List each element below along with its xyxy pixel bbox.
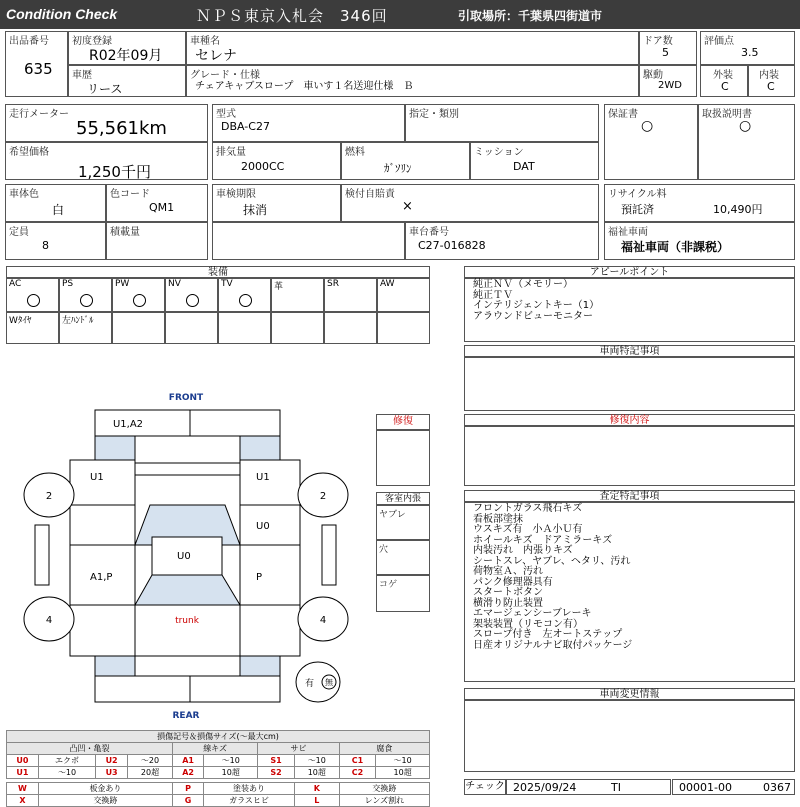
equipment-label: AC [9, 279, 22, 289]
damage-legend: 損傷記号＆損傷サイズ(〜最大cm) 凸凹・亀裂 線キズ サビ 腐食 U0 エクボ U2 〜20 A1 〜10 S1 〜10 C1 〜10 U1 〜10 U3 20超 A2 10超 S2 10超 C2 10超 W 板金あり P 塗装あり K 交換跡 X 交換跡 G ガラスヒビ L レンズ割れ [6, 730, 430, 807]
recycle-box: リサイクル料 預託済 10,490円 [604, 184, 795, 222]
interior-burn-box: コゲ [376, 575, 430, 612]
inspection-note-line: ウスキズ有 小Ａ小Ｕ有 [473, 524, 583, 535]
legend-cell: 交換跡 [339, 783, 429, 795]
trunk-label: trunk [175, 616, 199, 626]
warranty-box: 保証書 ○ [604, 104, 698, 180]
equipment-extra-6 [324, 312, 377, 344]
repair-box-title: 修復 [376, 414, 430, 430]
legend-cell: 塗装あり [204, 783, 295, 795]
special-notes-title: 車両特記事項 [464, 345, 795, 357]
legend-cell: エクボ [38, 755, 95, 767]
inspection-note-line: エマージェンシーブレーキ [473, 608, 592, 619]
header-bar [0, 0, 800, 29]
front-label: FRONT [168, 393, 204, 403]
special-notes-box [464, 357, 795, 411]
recycle-status: 預託済 [621, 203, 654, 216]
rear-window [135, 575, 240, 605]
mileage: 55,561km [76, 118, 167, 139]
legend-cell: W [7, 783, 39, 795]
color-code: QM1 [149, 201, 175, 214]
recycle-fee: 10,490円 [713, 203, 763, 216]
equipment-extra-0 [6, 312, 59, 344]
checker: TI [611, 781, 621, 794]
interior-grade: C [767, 80, 775, 93]
legend-cell: 10超 [204, 767, 258, 779]
legend-cell: S1 [258, 755, 295, 767]
check-date: 2025/09/24 [513, 781, 577, 794]
displacement-box: 排気量 2000CC [212, 142, 341, 180]
doors-box: ドア数 5 [639, 31, 697, 65]
repair-content-box [464, 426, 795, 486]
fuel: ｶﾞｿﾘﾝ [384, 162, 412, 175]
inspection-box: 車検期限 抹消 [212, 184, 341, 222]
first-registration: R02年09月 [89, 48, 163, 64]
equipment-extra-7 [377, 312, 430, 344]
manual-box: 取扱説明書 ○ [698, 104, 795, 180]
right-headlight [240, 436, 280, 460]
svg-text:4: 4 [45, 615, 53, 626]
equipment-label: PW [115, 279, 130, 289]
displacement: 2000CC [241, 160, 285, 173]
legend-cell: 10超 [376, 767, 430, 779]
chassis-number: C27-016828 [418, 239, 486, 252]
exterior-box: 外装 C [700, 65, 748, 97]
mission: DAT [513, 160, 535, 173]
equipment-2 [112, 278, 165, 312]
equipment-3 [165, 278, 218, 312]
svg-text:有: 有 [305, 679, 315, 689]
lot-number-box: 出品番号 635 [5, 31, 68, 97]
legend-cell: レンズ割れ [339, 795, 429, 807]
legend-cell: X [7, 795, 39, 807]
legend-cell: U3 [96, 767, 128, 779]
inspection: 抹消 [243, 203, 268, 217]
svg-text:2: 2 [319, 491, 327, 502]
legend-cell: U0 [7, 755, 39, 767]
interior-hole-box: 穴 [376, 540, 430, 575]
inspection-note-line: 横滑り防止装置 [473, 597, 543, 609]
grade-box: グレード・仕様 チェアキャブスロープ 車いす１名送迎仕様 Ｂ [186, 65, 639, 97]
model-name: セレナ [195, 48, 237, 64]
app-title: Condition Check [6, 6, 118, 22]
inspection-note-line: フロントガラス飛石キズ [473, 503, 583, 514]
equipment-label: 革 [274, 282, 284, 292]
capacity: 8 [42, 239, 49, 252]
welfare-vehicle: 福祉車両（非課税） [621, 240, 730, 254]
legend-cell: 板金あり [38, 783, 172, 795]
equipment-extra-1 [59, 312, 112, 344]
equipment-extra-2 [112, 312, 165, 344]
interior-box: 内装 C [748, 65, 795, 97]
inspection-note-line: 内装汚れ 内張りキズ [473, 545, 573, 556]
equipment-check-mark [186, 294, 199, 307]
pickup-place: 引取場所：千葉県四街道市 [458, 9, 603, 23]
equipment-title: 装備 [6, 266, 430, 278]
legend-cell: S2 [258, 767, 295, 779]
svg-text:U0: U0 [177, 551, 191, 562]
legend-cell: ガラスヒビ [204, 795, 295, 807]
footer-code: 0367 [763, 781, 791, 794]
appeal-line: アラウンドビューモニター [473, 310, 593, 322]
fuel-box: 燃料 ｶﾞｿﾘﾝ [341, 142, 470, 180]
svg-text:U1: U1 [256, 472, 270, 483]
svg-text:U0: U0 [256, 521, 270, 532]
car-diagram [0, 385, 372, 725]
inspection-note-line: スロープ付き 左オートステップ [473, 629, 623, 640]
legend-cell: 10超 [294, 767, 339, 779]
appeal-title: アピールポイント [464, 266, 795, 278]
grade: チェアキャブスロープ 車いす１名送迎仕様 Ｂ [195, 81, 414, 92]
exterior-grade: C [721, 80, 729, 93]
equipment-5 [271, 278, 324, 312]
inspection-note-line: シートスレ、ヤブレ、ヘタリ、汚れ [473, 555, 631, 567]
equipment-0 [6, 278, 59, 312]
auction-title: ＮＰＳ東京入札会 346回 [196, 7, 388, 25]
interior-box-title: 客室内張 [376, 492, 430, 505]
drive: 2WD [658, 80, 682, 91]
inspection-note-line: 日産オリジナルナビ取付パッケージ [473, 639, 633, 651]
drive-box: 駆動 2WD [639, 65, 697, 97]
inspection-note-line: 荷物室Ａ、汚れ [473, 566, 543, 577]
legend-cell: U2 [96, 755, 128, 767]
equipment-extra-3 [165, 312, 218, 344]
doors: 5 [662, 46, 669, 59]
inspection-note-line: パンク修理器具有 [473, 576, 553, 588]
rear-label: REAR [172, 711, 200, 721]
equipment-check-mark [27, 294, 40, 307]
equipment-check-mark [239, 294, 252, 307]
inspection-notes-title: 査定特記事項 [464, 490, 795, 502]
legend-cell: 〜20 [128, 755, 173, 767]
right-side-step [322, 525, 336, 585]
equipment-label: NV [168, 279, 181, 289]
svg-text:A1,P: A1,P [90, 572, 113, 583]
legend-cell: C1 [339, 755, 376, 767]
left-headlight [95, 436, 135, 460]
equipment-1 [59, 278, 112, 312]
price-box: 希望価格 1,250千円 [5, 142, 208, 180]
score-box: 評価点 3.5 [700, 31, 795, 65]
svg-text:無: 無 [325, 678, 333, 687]
inspection-notes-box [464, 502, 795, 682]
inspection-note-line: ホイールキズ ドアミラーキズ [473, 534, 613, 546]
check-info-box [506, 779, 671, 795]
warranty: ○ [641, 118, 654, 134]
left-side-step [35, 525, 49, 585]
manual: ○ [739, 118, 752, 134]
mileage-box: 走行メーター 55,561km [5, 104, 208, 142]
equipment-4 [218, 278, 271, 312]
right-taillight [240, 656, 280, 676]
appeal-line: インテリジェントキー（1） [473, 300, 600, 311]
legend-cell: G [172, 795, 203, 807]
body-color: 白 [52, 203, 65, 217]
footer-number-box [672, 779, 795, 795]
equipment-extra-5 [271, 312, 324, 344]
svg-text:4: 4 [319, 615, 327, 626]
rear-bumper [95, 676, 280, 702]
model-type-box: 型式 DBA-C27 [212, 104, 405, 142]
capacity-box: 定員 8 [5, 222, 106, 260]
inspection-note-line: 架装装置（リモコン有） [473, 618, 583, 630]
legend-cell: 〜10 [38, 767, 95, 779]
model-name-box: 車種名 セレナ [186, 31, 639, 65]
legend-cell: P [172, 783, 203, 795]
body-color-box: 車体色 白 [5, 184, 106, 222]
legend-cell: 20超 [128, 767, 173, 779]
appeal-line: 純正ＴＶ [473, 289, 513, 301]
appeal-box [464, 278, 795, 342]
chassis-box: 車台番号 C27-016828 [405, 222, 599, 260]
load-box: 積載量 [106, 222, 208, 260]
model-type: DBA-C27 [221, 120, 270, 133]
score: 3.5 [741, 46, 759, 59]
liability-box: 検付自賠責 × [341, 184, 599, 222]
blank-box [212, 222, 405, 260]
lot-number: 635 [24, 60, 53, 78]
legend-cell: L [294, 795, 339, 807]
equipment-7 [377, 278, 430, 312]
legend-cell: A1 [172, 755, 203, 767]
designation-box: 指定・類別 [405, 104, 599, 142]
equipment-label: PS [62, 279, 74, 289]
legend-cell: 〜10 [294, 755, 339, 767]
legend-cell: 〜10 [204, 755, 258, 767]
legend-cell: K [294, 783, 339, 795]
equipment-label: AW [380, 279, 395, 289]
equipment-extra-label: Wﾀｲﾔ [9, 316, 32, 326]
change-info-title: 車両変更情報 [464, 688, 795, 700]
check-label: チェック [464, 779, 506, 795]
history-box: 車歴 リース [68, 65, 186, 97]
equipment-extra-4 [218, 312, 271, 344]
legend-cell: U1 [7, 767, 39, 779]
change-info-box [464, 700, 795, 772]
legend-cell: 〜10 [376, 755, 430, 767]
equipment-label: SR [327, 279, 339, 289]
repair-content-title: 修復内容 [464, 414, 795, 426]
equipment-check-mark [133, 294, 146, 307]
left-taillight [95, 656, 135, 676]
svg-text:U1: U1 [90, 472, 104, 483]
appeal-line: 純正ＮＶ（メモリー） [473, 279, 573, 290]
equipment-label: TV [221, 279, 233, 289]
legend-cell: 交換跡 [38, 795, 172, 807]
repair-box [376, 430, 430, 486]
color-code-box: 色コード QM1 [106, 184, 208, 222]
history: リース [87, 82, 123, 96]
equipment-check-mark [80, 294, 93, 307]
inspection-note-line: スタートボタン [473, 587, 543, 598]
price: 1,250千円 [78, 163, 151, 181]
svg-text:P: P [256, 572, 263, 583]
legend-cell: A2 [172, 767, 203, 779]
footer-number: 00001-00 [679, 781, 732, 794]
welfare-box: 福祉車両 福祉車両（非課税） [604, 222, 795, 260]
liability: × [402, 199, 413, 214]
inspection-note-line: 看板部塗抹 [473, 513, 523, 525]
first-registration-box: 初度登録 R02年09月 [68, 31, 186, 65]
equipment-6 [324, 278, 377, 312]
svg-text:U1,A2: U1,A2 [112, 419, 144, 430]
mission-box: ミッション DAT [470, 142, 599, 180]
interior-tear-box: ヤブレ [376, 505, 430, 540]
svg-text:2: 2 [45, 491, 53, 502]
legend-cell: C2 [339, 767, 376, 779]
equipment-extra-label: 左ﾊﾝﾄﾞﾙ [62, 316, 94, 326]
